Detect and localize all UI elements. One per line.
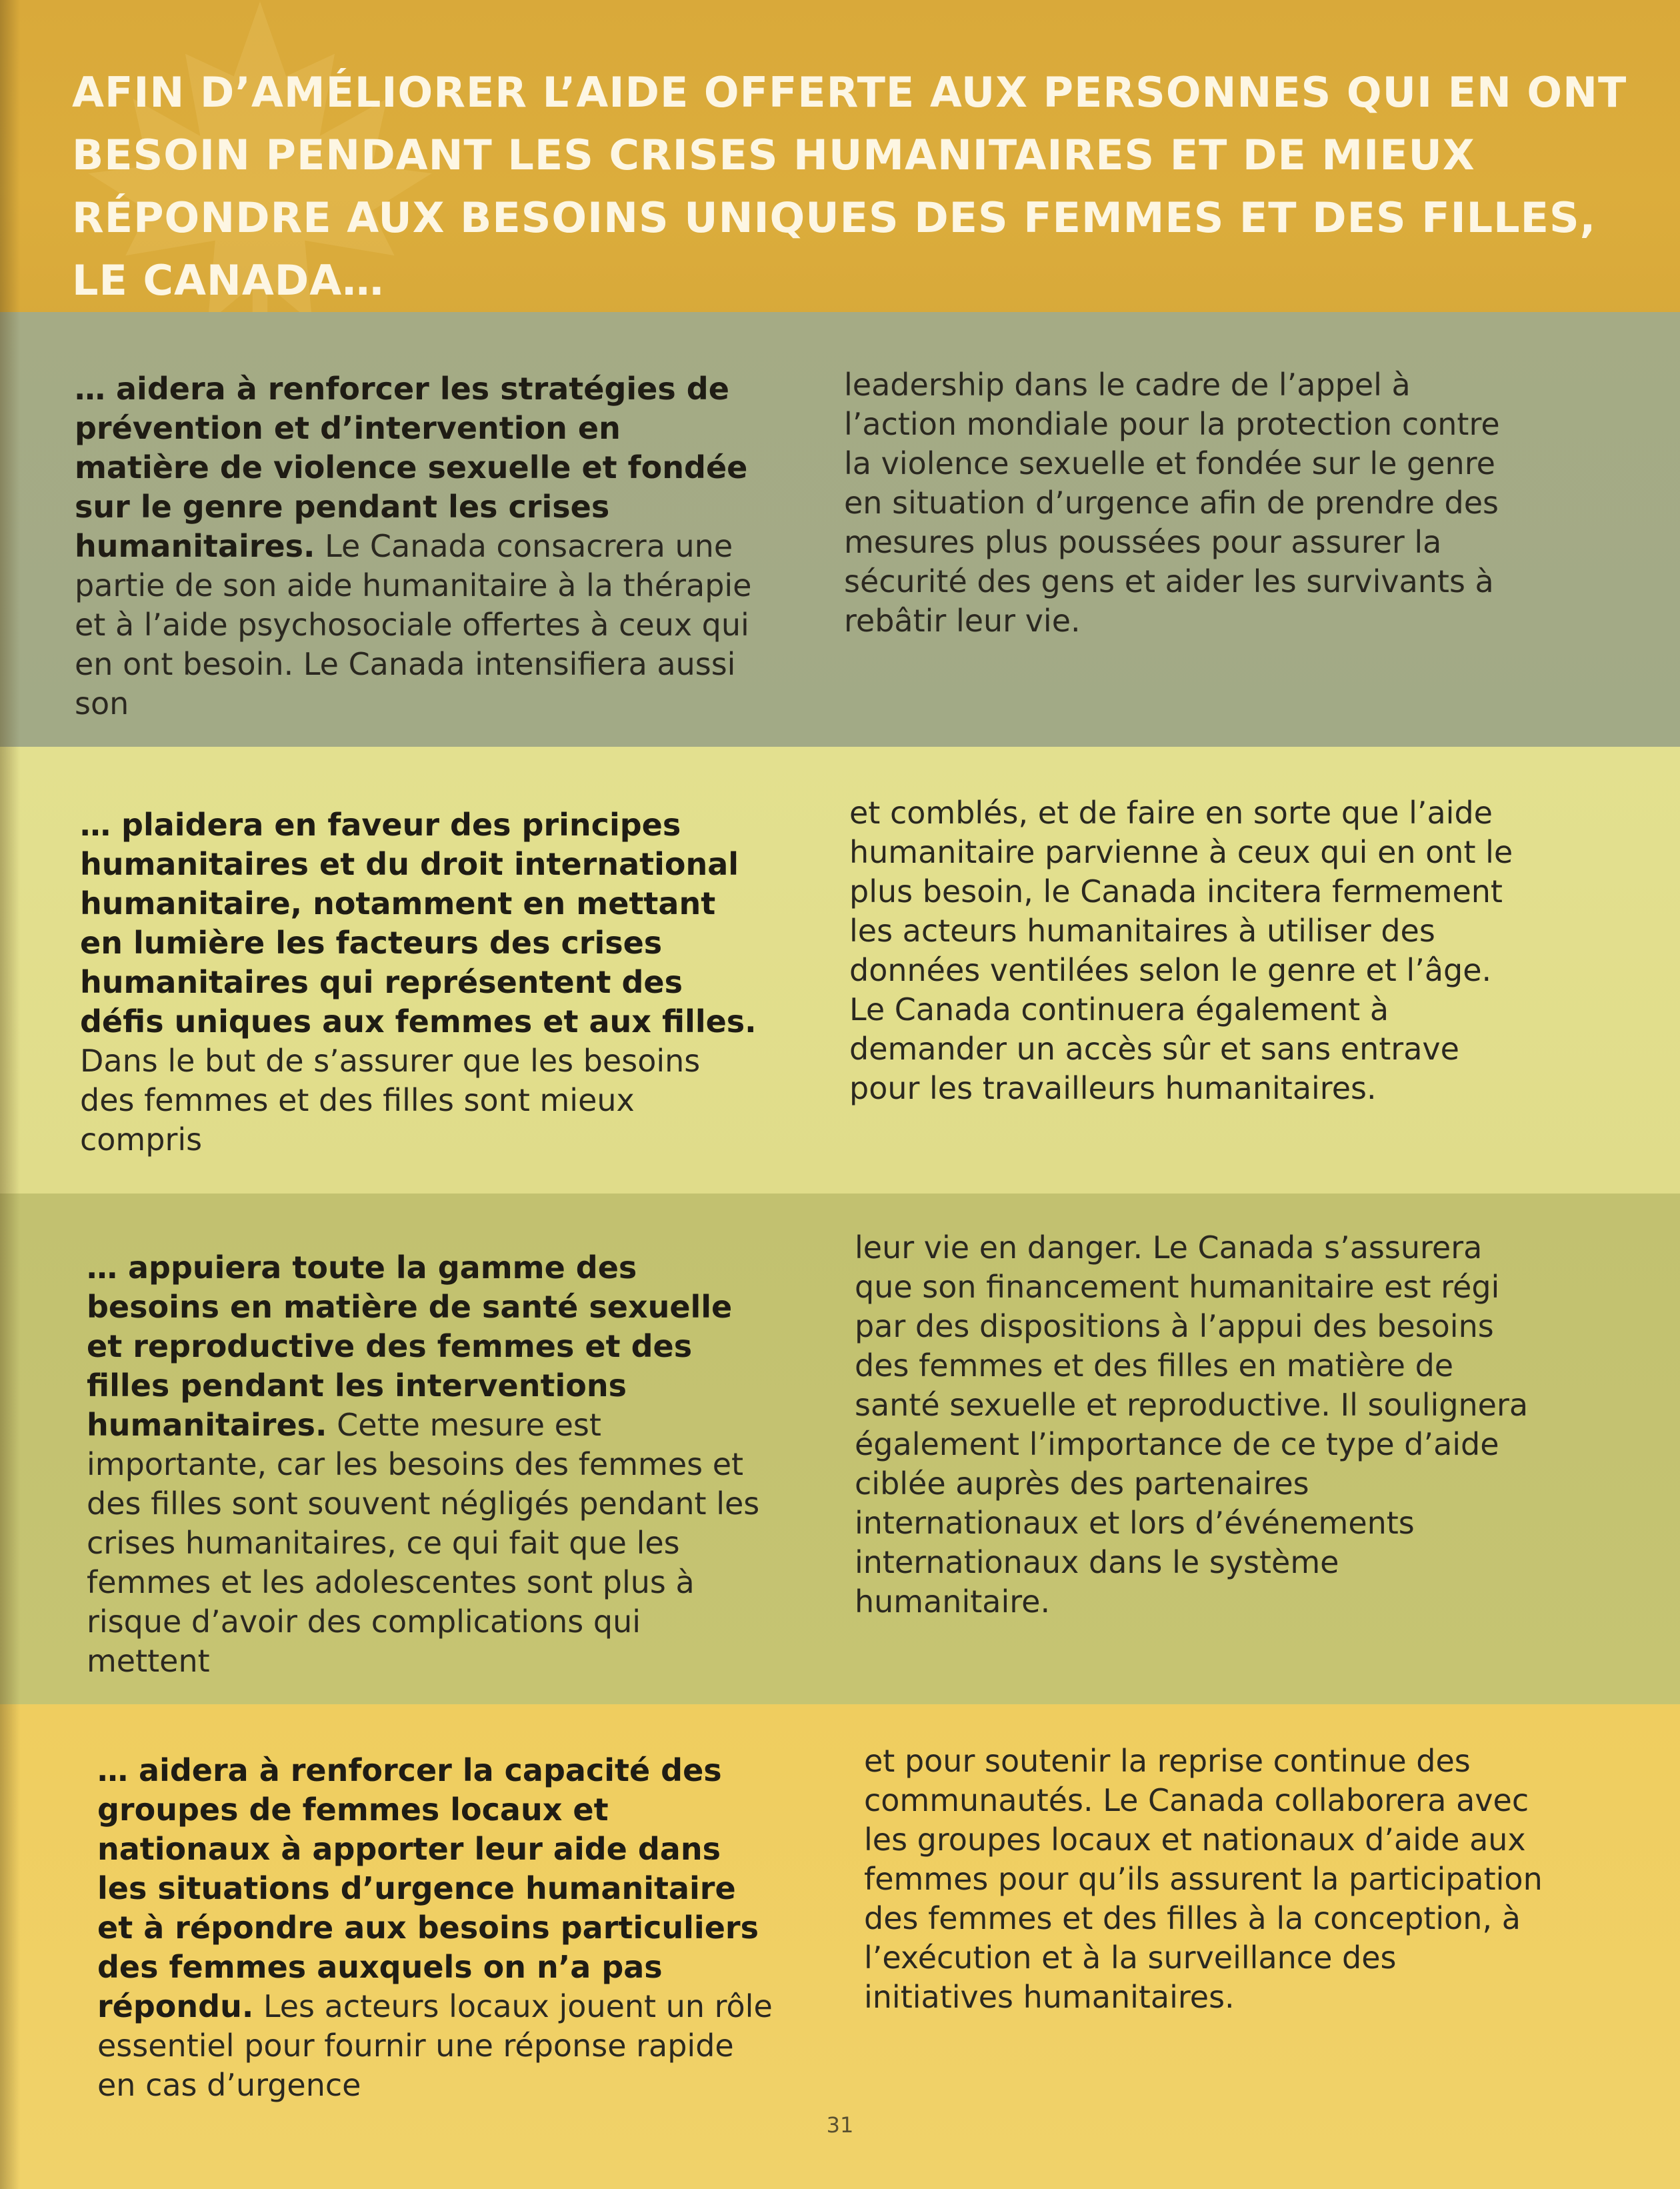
section-right-column — [849, 793, 1529, 1108]
section-violence — [0, 312, 1680, 765]
section-body: Cette mesure est importante, car les besoins des femmes et des filles sont souvent négligés pendant les crises humanitaires, ce qui fait que les femmes et les adolescentes sont plus à risque d’avoir des complications qui mettent — [87, 1407, 760, 1679]
page-number: 31 — [826, 2112, 854, 2138]
section-humanitarian-law — [0, 747, 1680, 1202]
section-right-column — [855, 1228, 1535, 1622]
section-lead: … aidera à renforcer les stratégies de prévention et d’intervention en matière de violence sexuelle et fondée sur le genre pendant les crises humanitaires. — [75, 371, 748, 564]
section-body: Les acteurs locaux jouent un rôle essentiel pour fournir une réponse rapide en cas d’urgence — [97, 1988, 773, 2103]
page-title: AFIN D’AMÉLIORER L’AIDE OFFERTE AUX PERSONNES QUI EN ONT BESOIN PENDANT LES CRISES HUMANITAIRES ET DE MIEUX RÉPONDRE AUX BESOINS UNIQUES DES FEMMES ET DES FILLES, LE CANADA… — [72, 68, 1627, 305]
section-sexual-health — [0, 1194, 1680, 1714]
section-right-column — [844, 365, 1524, 641]
section-lead: … aidera à renforcer la capacité des groupes de femmes locaux et nationaux à apporter leur aide dans les situations d’urgence humanitaire et à répondre aux besoins particuliers des femmes auxquels on n’a pas répondu. — [97, 1752, 759, 2024]
section-left-column — [75, 369, 755, 723]
section-body-continued: leadership dans le cadre de l’appel à l’action mondiale pour la protection contre la violence sexuelle et fondée sur le genre en situation d’urgence afin de prendre des mesures plus poussées pour assurer la sécurité des gens et aider les survivants à rebâtir leur vie. — [844, 367, 1500, 639]
section-left-column — [80, 805, 760, 1160]
section-left-column — [87, 1248, 767, 1681]
section-right-column — [864, 1742, 1544, 2017]
section-body: Dans le but de s’assurer que les besoins des femmes et des filles sont mieux compris — [80, 1043, 701, 1158]
section-left-column — [97, 1751, 777, 2105]
section-lead: … plaidera en faveur des principes humanitaires et du droit international humanitaire, notamment en mettant en lumière les facteurs des crises humanitaires qui représentent des défis uniques aux femmes et aux filles. — [80, 807, 757, 1039]
section-body-continued: leur vie en danger. Le Canada s’assurera que son financement humanitaire est régi par des dispositions à l’appui des besoins des femmes et des filles en matière de santé sexuelle et reproductive. Il soulignera également l’importance de ce type d’aide ciblée auprès des partenaires internationaux et lors d’événements internationaux dans le système humanitaire. — [855, 1230, 1529, 1620]
section-body: Le Canada consacrera une partie de son aide humanitaire à la thérapie et à l’aide psychosociale offertes à ceux qui en ont besoin. Le Canada intensifiera aussi son — [75, 528, 752, 721]
header-band — [0, 0, 1680, 320]
section-body-continued: et comblés, et de faire en sorte que l’aide humanitaire parvienne à ceux qui en ont le plus besoin, le Canada incitera fermement les acteurs humanitaires à utiliser des données ventilées selon le genre et l’âge. Le Canada continuera également à demander un accès sûr et sans entrave pour les travailleurs humanitaires. — [849, 795, 1513, 1106]
section-body-continued: et pour soutenir la reprise continue des communautés. Le Canada collaborera avec les groupes locaux et nationaux d’aide aux femmes pour qu’ils assurent la participation des femmes et des filles à la conception, à l’exécution et à la surveillance des initiatives humanitaires. — [864, 1743, 1543, 2015]
section-lead: … appuiera toute la gamme des besoins en matière de santé sexuelle et reproductive des femmes et des filles pendant les interventions humanitaires. — [87, 1250, 733, 1443]
page-binding-shadow — [0, 0, 20, 2189]
